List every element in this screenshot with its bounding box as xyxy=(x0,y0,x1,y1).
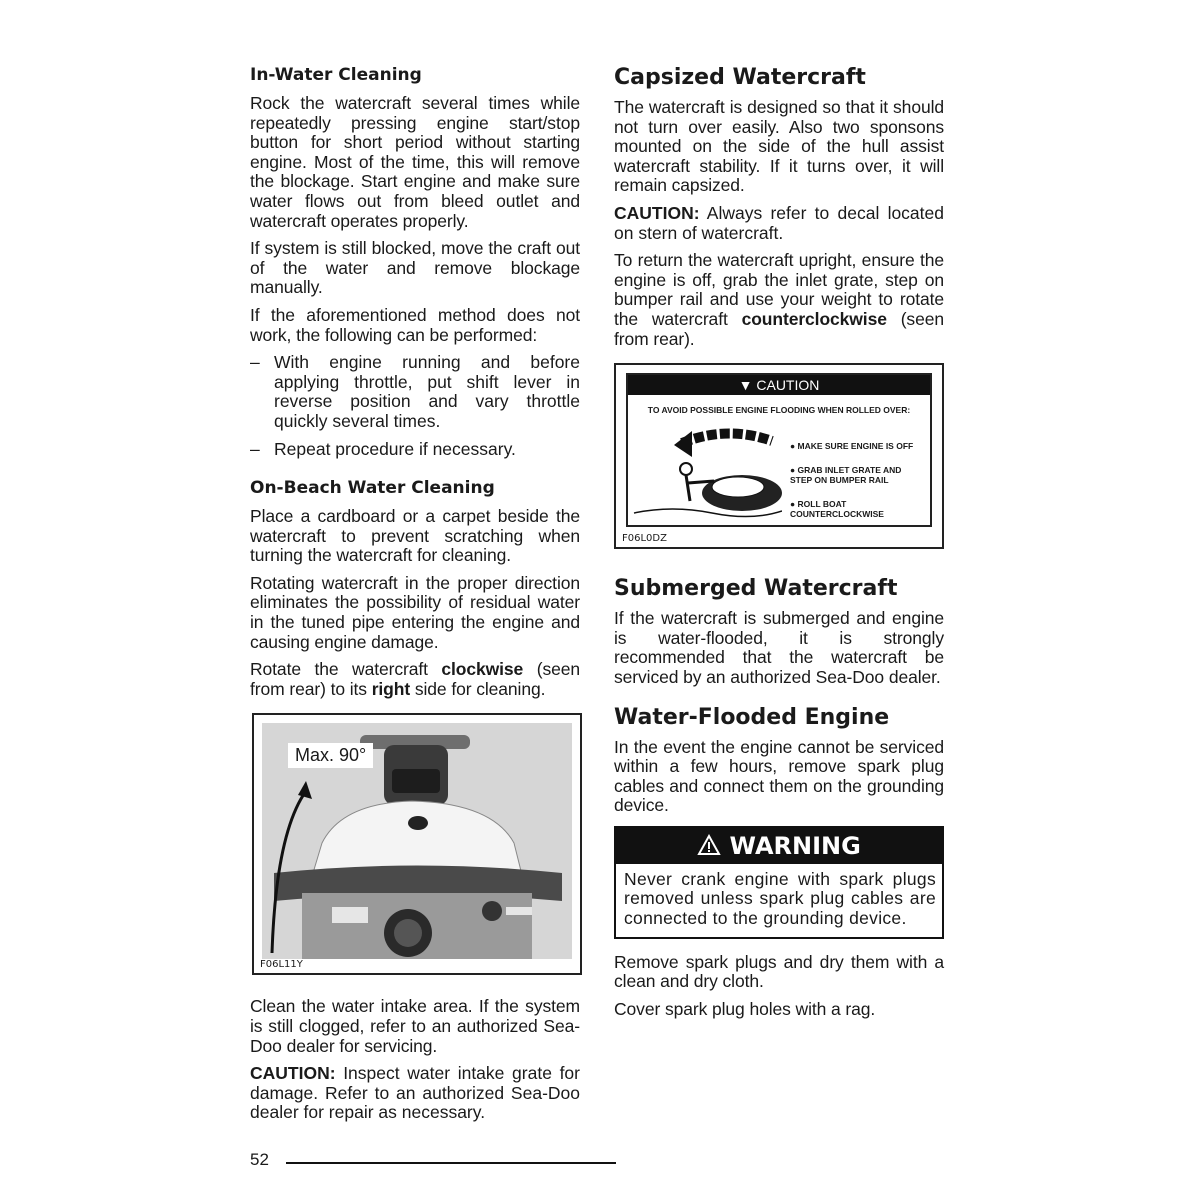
in-water-paragraph-3: If the aforementioned method does not work, the following can be performed: xyxy=(250,304,580,345)
warning-header: WARNING xyxy=(616,828,942,864)
after-figure-paragraph: Clean the water intake area. If the system is still clogged, refer to an authorized Sea-Doo dealer for servicing. xyxy=(250,996,580,1056)
capsized-watercraft-heading: Capsized Watercraft xyxy=(614,65,866,90)
right-emphasis: right xyxy=(371,678,411,699)
submerged-paragraph: If the watercraft is submerged and engine is water-flooded, it is strongly recommended that the watercraft be serviced by an authorized Sea-Doo dealer. xyxy=(614,608,944,687)
figure-code: F06L0DZ xyxy=(622,533,667,545)
submerged-watercraft-heading: Submerged Watercraft xyxy=(614,576,898,602)
flooded-paragraph-3: Cover spark plug holes with a rag. xyxy=(614,998,876,1019)
left-column xyxy=(250,64,580,1131)
flooded-paragraph-1: In the event the engine cannot be serviced within a few hours, remove spark plug cables and connect them on the grounding device. xyxy=(614,736,944,816)
on-beach-cleaning-heading: On-Beach Water Cleaning xyxy=(250,478,495,499)
rollover-illustration xyxy=(632,421,782,521)
list-item: – With engine running and before applying throttle, put shift lever in reverse position and vary throttle quickly several times. xyxy=(250,353,580,431)
footer-rule xyxy=(286,1162,616,1164)
warning-triangle-icon xyxy=(697,834,721,856)
decal-item-1: ● MAKE SURE ENGINE IS OFF xyxy=(790,441,914,452)
figure-code: F06L11Y xyxy=(260,959,303,971)
decal-header: ▼ CAUTION xyxy=(628,375,930,395)
capsized-paragraph-2: To return the watercraft upright, ensure the engine is off, grab the inlet grate, step on bumper rail and use your weight to rotate the watercraft counterclockwise (seen from rear). xyxy=(614,250,944,349)
procedure-list xyxy=(250,353,580,459)
page-number: 52 xyxy=(250,1150,269,1169)
page-footer xyxy=(250,1150,616,1170)
watercraft-rear-figure xyxy=(252,713,582,975)
counterclockwise-emphasis: counterclockwise xyxy=(741,308,887,329)
flooded-paragraph-2: Remove spark plugs and dry them with a clean and dry cloth. xyxy=(614,951,944,992)
caution-decal-figure xyxy=(614,363,944,549)
water-flooded-engine-heading: Water-Flooded Engine xyxy=(614,704,890,730)
warning-text: Never crank engine with spark plugs removed unless spark plug cables are connected to the grounding device. xyxy=(624,868,936,929)
max-angle-label: Max. 90° xyxy=(288,743,373,768)
in-water-paragraph-1: Rock the watercraft several times while repeatedly pressing engine start/stop button for short period without starting engine. Most of the time, this will remove the blockage. Start engine and make sure water flows out from bleed outlet and watercraft operates properly. xyxy=(250,93,580,231)
in-water-cleaning-heading: In-Water Cleaning xyxy=(250,65,422,85)
intake-caution-note: CAUTION: Inspect water intake grate for damage. Refer to an authorized Sea-Doo dealer for repair as necessary. xyxy=(250,1063,580,1123)
in-water-paragraph-2: If system is still blocked, move the craft out of the water and remove blockage manually. xyxy=(250,238,580,298)
on-beach-paragraph-1: Place a cardboard or a carpet beside the watercraft to prevent scratching when turning the watercraft for cleaning. xyxy=(250,506,580,566)
right-column xyxy=(614,64,944,1027)
decal-subtitle: TO AVOID POSSIBLE ENGINE FLOODING WHEN ROLLED OVER: xyxy=(647,405,911,416)
clockwise-emphasis: clockwise xyxy=(441,659,524,680)
caution-label: CAUTION: xyxy=(614,202,700,223)
caution-decal xyxy=(626,373,932,527)
warning-box xyxy=(614,826,944,939)
decal-item-2: ● GRAB INLET GRATE AND STEP ON BUMPER RAIL xyxy=(790,465,902,486)
capsized-paragraph-1: The watercraft is designed so that it should not turn over easily. Also two sponsons mounted on the side of the hull assist watercraft stability. If it turns over, it will remain capsized. xyxy=(614,97,944,196)
decal-item-3: ● ROLL BOAT COUNTERCLOCKWISE xyxy=(790,499,884,520)
watercraft-rear-photo xyxy=(262,723,572,959)
on-beach-paragraph-2: Rotating watercraft in the proper direction eliminates the possibility of residual water in the tuned pipe entering the engine and causing engine damage. xyxy=(250,572,580,652)
warning-triangle-icon: ▼ xyxy=(738,377,753,394)
caution-label: CAUTION: xyxy=(250,1063,336,1084)
on-beach-paragraph-3: Rotate the watercraft clockwise (seen from rear) to its right side for cleaning. xyxy=(250,659,580,699)
list-item: – Repeat procedure if necessary. xyxy=(250,440,580,460)
decal-caution-note: CAUTION: Always refer to decal located on stern of watercraft. xyxy=(614,202,944,243)
